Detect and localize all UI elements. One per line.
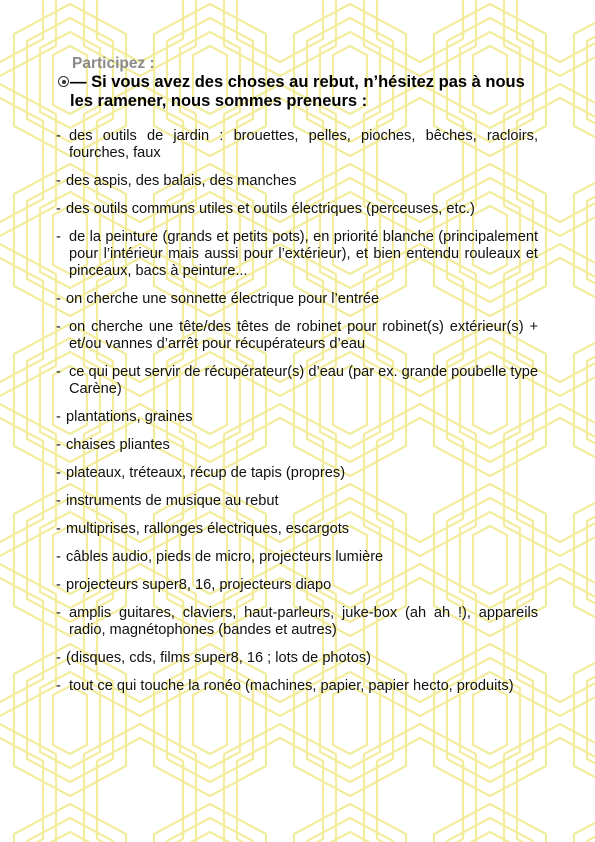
call-to-action-heading bbox=[58, 73, 548, 111]
list-item bbox=[56, 650, 538, 667]
list-dash: - bbox=[56, 521, 61, 537]
list-item bbox=[56, 409, 538, 426]
list-dash: - bbox=[56, 465, 61, 481]
participate-heading: Participez : bbox=[72, 55, 155, 72]
list-item-text: (disques, cds, films super8, 16 ; lots de photos) bbox=[66, 650, 371, 666]
list-item bbox=[56, 364, 538, 398]
list-item-text: plantations, graines bbox=[66, 409, 193, 425]
list-dash: - bbox=[56, 577, 61, 593]
list-item bbox=[56, 201, 538, 218]
list-dash: - bbox=[56, 437, 61, 453]
list-dash: - bbox=[56, 229, 61, 245]
list-item-text: amplis guitares, claviers, haut-parleurs, juke-box (ah ah !), appareils radio, magnétophones (bandes et autres) bbox=[69, 605, 538, 638]
list-item-text: on cherche une sonnette électrique pour l’entrée bbox=[66, 291, 380, 307]
list-dash: - bbox=[56, 549, 61, 565]
list-item bbox=[56, 437, 538, 454]
list-dash: - bbox=[56, 409, 61, 425]
list-dash: - bbox=[56, 650, 61, 666]
list-item bbox=[56, 319, 538, 353]
list-item bbox=[56, 549, 538, 566]
list-item-text: des outils de jardin : brouettes, pelles, pioches, bêches, racloirs, fourches, faux bbox=[69, 128, 538, 161]
list-item-text: on cherche une tête/des têtes de robinet pour robinet(s) extérieur(s) + et/ou vannes d’arrêt pour récupérateurs d’eau bbox=[69, 319, 538, 352]
list-item bbox=[56, 678, 538, 695]
list-item-text: plateaux, tréteaux, récup de tapis (propres) bbox=[66, 465, 346, 481]
list-item bbox=[56, 493, 538, 510]
list-item bbox=[56, 291, 538, 308]
list-dash: - bbox=[56, 201, 61, 217]
list-item-text: chaises pliantes bbox=[66, 437, 170, 453]
list-item-text: projecteurs super8, 16, projecteurs diapo bbox=[66, 577, 332, 593]
list-dash: - bbox=[56, 128, 61, 144]
list-item bbox=[56, 577, 538, 594]
list-item-text: instruments de musique au rebut bbox=[66, 493, 279, 509]
call-to-action-text: — Si vous avez des choses au rebut, n’hésitez pas à nous les ramener, nous sommes preneurs : bbox=[70, 73, 525, 110]
list-dash: - bbox=[56, 364, 61, 380]
list-item-text: des outils communs utiles et outils électriques (perceuses, etc.) bbox=[66, 201, 475, 217]
list-item bbox=[56, 229, 538, 280]
list-item bbox=[56, 128, 538, 162]
list-dash: - bbox=[56, 319, 61, 335]
list-dash: - bbox=[56, 493, 61, 509]
list-dash: - bbox=[56, 678, 61, 694]
list-dash: - bbox=[56, 605, 61, 621]
list-item bbox=[56, 521, 538, 538]
list-item-text: ce qui peut servir de récupérateur(s) d’eau (par ex. grande poubelle type Carène) bbox=[69, 364, 538, 397]
list-item bbox=[56, 173, 538, 190]
list-item-text: des aspis, des balais, des manches bbox=[66, 173, 297, 189]
list-item bbox=[56, 465, 538, 482]
list-item-text: multiprises, rallonges électriques, escargots bbox=[66, 521, 350, 537]
list-item bbox=[56, 605, 538, 639]
list-dash: - bbox=[56, 291, 61, 307]
wanted-items-list bbox=[56, 128, 538, 706]
list-item-text: câbles audio, pieds de micro, projecteurs lumière bbox=[66, 549, 384, 565]
list-item-text: de la peinture (grands et petits pots), en priorité blanche (principalement pour l’intérieur mais aussi pour l’extérieur), et bien entendu rouleaux et pinceaux, bacs à peinture... bbox=[69, 229, 538, 279]
radio-bullet-icon bbox=[58, 76, 69, 87]
list-dash: - bbox=[56, 173, 61, 189]
list-item-text: tout ce qui touche la ronéo (machines, papier, papier hecto, produits) bbox=[69, 678, 514, 694]
